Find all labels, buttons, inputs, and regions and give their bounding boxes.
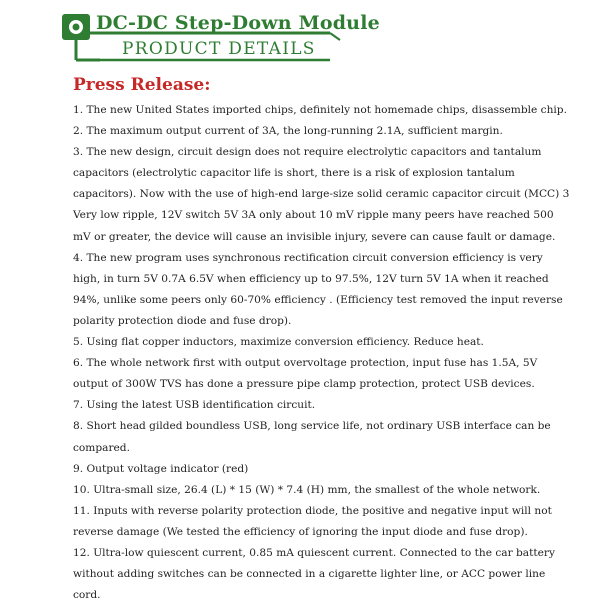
text-line: output of 300W TVS has done a pressure pipe clamp protection, protect USB devices. <box>73 378 535 391</box>
text-line: without adding switches can be connected in a cigarette lighter line, or ACC power line <box>73 568 546 581</box>
press-release-body <box>73 100 570 606</box>
text-line: 9. Output voltage indicator (red) <box>73 462 249 475</box>
text-line: Very low ripple, 12V switch 5V 3A only about 10 mV ripple many peers have reached 500 <box>73 209 554 222</box>
module-title: DC-DC Step-Down Module <box>96 12 380 34</box>
text-line: high, in turn 5V 0.7A 6.5V when efficiency up to 97.5%, 12V turn 5V 1A when it reached <box>73 272 549 285</box>
text-line: 4. The new program uses synchronous rectification circuit conversion efficiency is very <box>73 251 543 264</box>
product-details-heading: PRODUCT DETAILS <box>122 39 316 59</box>
text-line: 6. The whole network first with output overvoltage protection, input fuse has 1.5A, 5V <box>73 357 538 370</box>
text-line: 5. Using flat copper inductors, maximize conversion efficiency. Reduce heat. <box>73 336 484 349</box>
text-line: capacitors). Now with the use of high-end large-size solid ceramic capacitor circuit (MCC) 3 <box>73 188 570 201</box>
text-line: 94%, unlike some peers only 60-70% efficiency . (Efficiency test removed the input reverse <box>73 293 563 306</box>
text-line: capacitors (electrolytic capacitor life is short, there is a risk of explosion tantalum <box>73 167 515 180</box>
text-line: 12. Ultra-low quiescent current, 0.85 mA quiescent current. Connected to the car battery <box>73 546 555 559</box>
text-line: 3. The new design, circuit design does not require electrolytic capacitors and tantalum <box>73 146 542 159</box>
text-line: compared. <box>73 441 130 454</box>
text-line: 10. Ultra-small size, 26.4 (L) * 15 (W) * 7.4 (H) mm, the smallest of the whole network. <box>73 483 541 496</box>
text-line: 2. The maximum output current of 3A, the long-running 2.1A, sufficient margin. <box>73 125 503 138</box>
text-line: polarity protection diode and fuse drop). <box>73 314 292 327</box>
press-release-title: Press Release: <box>73 75 211 95</box>
circuit-decoration-icon <box>0 0 600 72</box>
text-line: 1. The new United States imported chips, definitely not homemade chips, disassemble chip. <box>73 104 567 116</box>
text-line: reverse damage (We tested the efficiency of ignoring the input diode and fuse drop). <box>73 525 528 538</box>
text-line: 11. Inputs with reverse polarity protection diode, the positive and negative input will not <box>73 504 552 517</box>
text-line: 7. Using the latest USB identification circuit. <box>73 399 316 412</box>
header-banner <box>0 0 600 72</box>
text-line: mV or greater, the device will cause an invisible injury, severe can cause fault or damage. <box>73 230 556 243</box>
text-line: cord. <box>73 589 101 602</box>
text-line: 8. Short head gilded boundless USB, long service life, not ordinary USB interface can be <box>73 420 551 433</box>
